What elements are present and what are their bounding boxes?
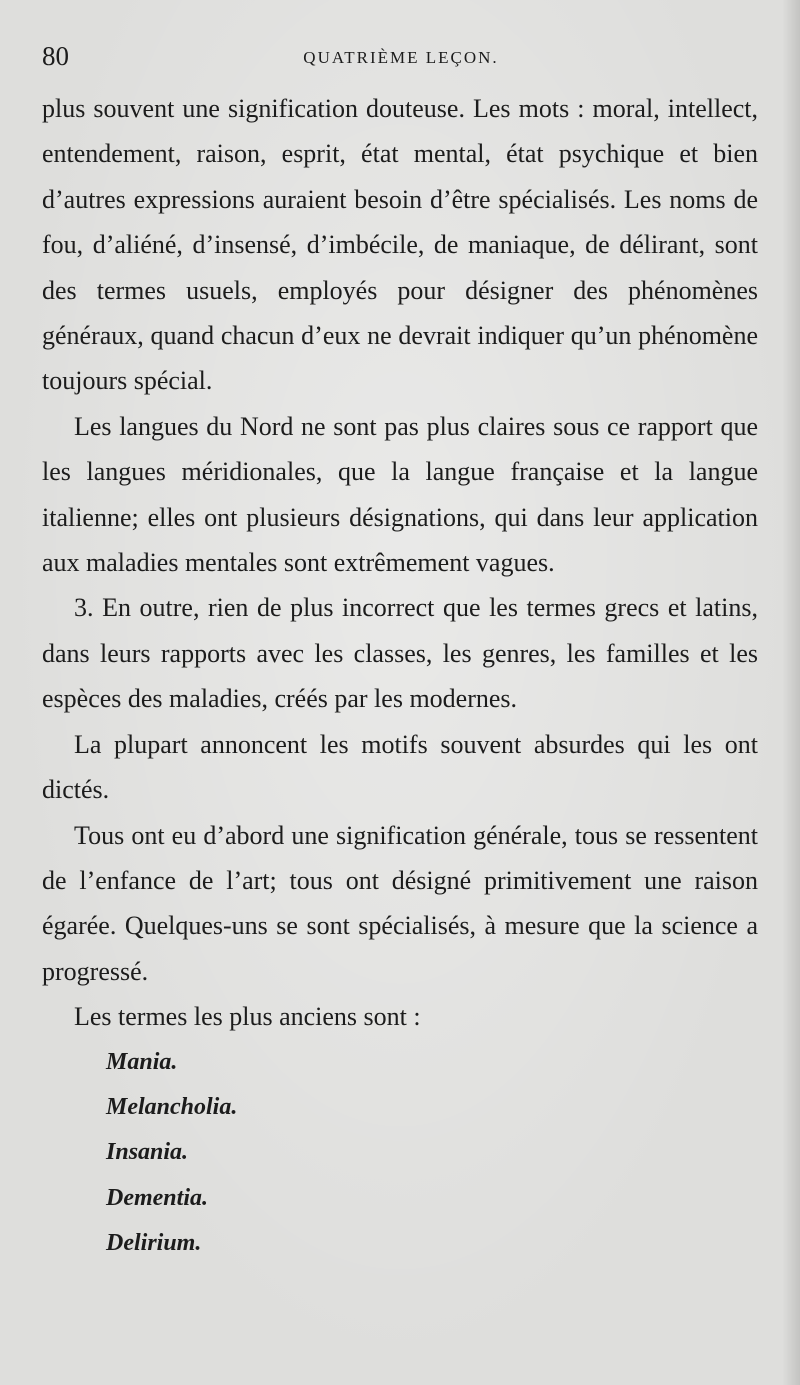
paragraph-general-signification: Tous ont eu d’abord une signification générale, tous se ressentent de l’enfance de l’art; tous ont désigné primitivement une raison égarée. Quelques-uns se sont spécialisés, à mesure que la science a progressé. bbox=[42, 820, 758, 986]
terms-list bbox=[42, 1040, 758, 1267]
paragraph-greek-latin-terms: 3. En outre, rien de plus incorrect que les termes grecs et latins, dans leurs rapports avec les classes, les genres, les familles et les espèces des maladies, créés par les modernes. bbox=[42, 593, 758, 714]
term-item: Melancholia. bbox=[106, 1093, 238, 1120]
page-header bbox=[42, 40, 760, 72]
term-item: Insania. bbox=[106, 1139, 189, 1166]
running-head: QUATRIÈME LEÇON. bbox=[303, 48, 499, 67]
page-number: 80 bbox=[42, 41, 69, 71]
page-edge-shadow bbox=[782, 0, 800, 1385]
body-text bbox=[42, 86, 758, 1267]
term-item: Dementia. bbox=[106, 1184, 208, 1211]
paragraph-oldest-terms: Les termes les plus anciens sont : bbox=[74, 1002, 421, 1032]
term-item: Delirium. bbox=[106, 1230, 202, 1257]
paragraph-continuation: plus souvent une signification douteuse. Les mots : moral, intellect, entendement, raison, esprit, état mental, état psychique et bien d’autres expressions auraient besoin d’être spécialisés. Les noms de fou, d’aliéné, d’insensé, d’imbécile, de maniaque, de délirant, sont des termes usuels, employés pour désigner des phénomènes généraux, quand chacun d’eux ne devrait indiquer qu’un phénomène toujours spécial. bbox=[42, 94, 758, 396]
paragraph-northern-languages: Les langues du Nord ne sont pas plus claires sous ce rapport que les langues méridionales, que la langue française et la langue italienne; elles ont plusieurs désignations, qui dans leur application aux maladies mentales sont extrêmement vagues. bbox=[42, 411, 758, 578]
paragraph-absurd-motives: La plupart annoncent les motifs souvent absurdes qui les ont dictés. bbox=[42, 729, 758, 805]
term-item: Mania. bbox=[106, 1048, 178, 1075]
